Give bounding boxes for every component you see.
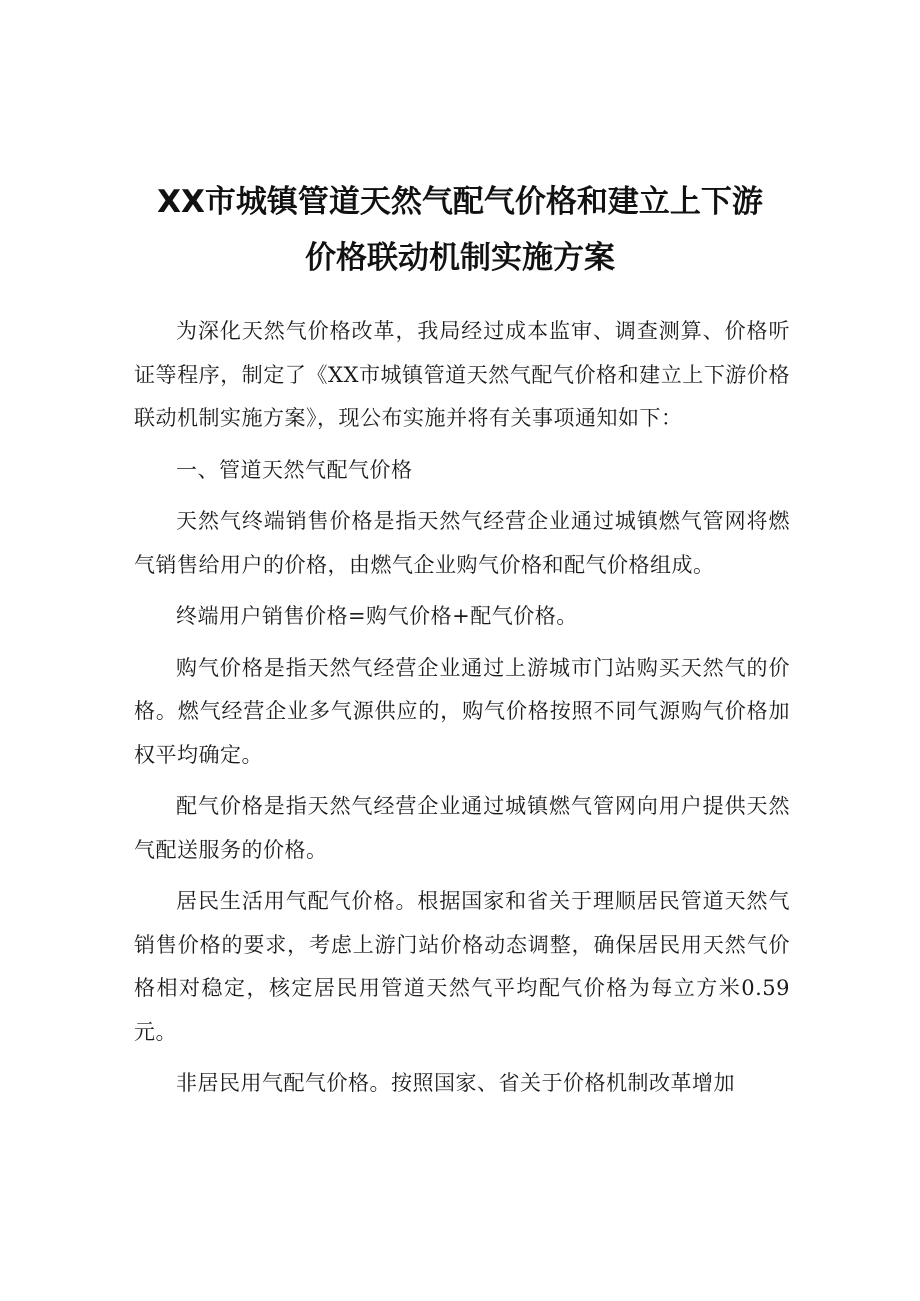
paragraph-formula: 终端用户销售价格=购气价格+配气价格。 [176,604,578,628]
paragraph-non-residential-price: 非居民用气配气价格。按照国家、省关于价格机制改革增加 [176,1071,735,1095]
document-body [134,310,790,1114]
paragraph-intro: 为深化天然气价格改革，我局经过成本监审、调查测算、价格听证等程序，制定了《XX市城镇管道天然气配气价格和建立上下游价格联动机制实施方案》，现公布实施并将有关事项通知如下： [134,319,790,430]
paragraph-purchase-price: 购气价格是指天然气经营企业通过上游城市门站购买天然气的价格。燃气经营企业多气源供应的，购气价格按照不同气源购气价格加权平均确定。 [134,655,790,767]
paragraph-terminal-price: 天然气终端销售价格是指天然气经营企业通过城镇燃气管网将燃气销售给用户的价格，由燃气企业购气价格和配气价格组成。 [134,509,790,577]
paragraph-distribution-price: 配气价格是指天然气经营企业通过城镇燃气管网向用户提供天然气配送服务的价格。 [134,794,790,862]
document-title-line-1: XX市城镇管道天然气配气价格和建立上下游 [157,184,763,220]
section-heading-1: 一、管道天然气配气价格 [176,457,413,482]
paragraph-residential-price: 居民生活用气配气价格。根据国家和省关于理顺居民管道天然气销售价格的要求，考虑上游门站价格动态调整，确保居民用天然气价格相对稳定，核定居民用管道天然气平均配气价格为每立方米0.59元。 [134,889,790,1044]
document-title-line-2: 价格联动机制实施方案 [305,240,615,276]
